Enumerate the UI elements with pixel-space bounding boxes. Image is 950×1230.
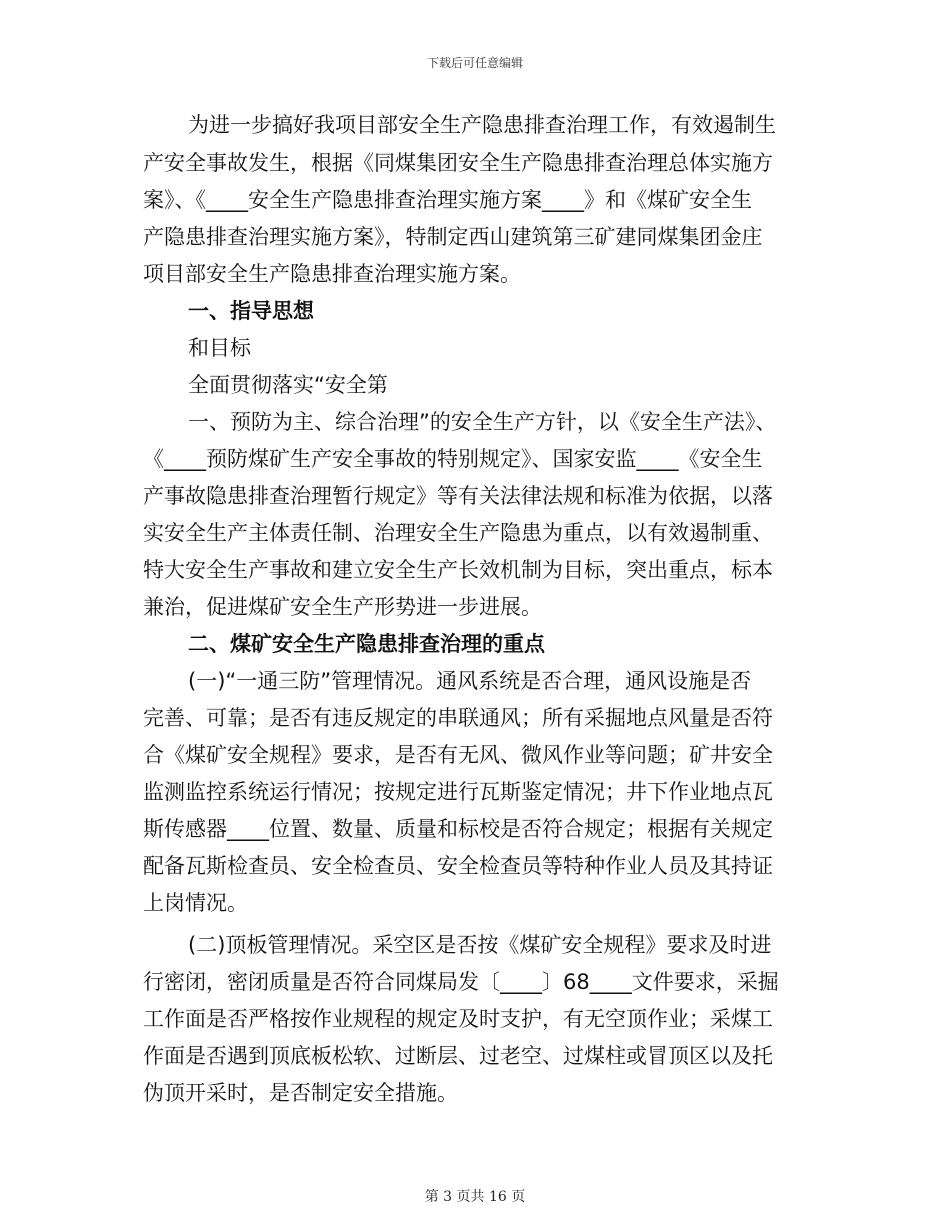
paragraph-line: 为进一步搞好我项目部安全生产隐患排查治理工作，有效遏制生 <box>188 113 776 137</box>
paragraph-line: 监测监控系统运行情况；按规定进行瓦斯鉴定情况；井下作业地点瓦 <box>143 780 773 804</box>
section-heading: 一、指导思想 <box>188 299 314 323</box>
paragraph-line: 上岗情况。 <box>143 891 248 915</box>
paragraph-line: 产事故隐患排查治理暂行规定》等有关法律法规和标准为依据，以落 <box>143 484 773 508</box>
paragraph-line: 和目标 <box>188 336 251 360</box>
section-heading: 二、煤矿安全生产隐患排查治理的重点 <box>188 632 545 656</box>
paragraph-line: (一)“一通三防”管理情况。通风系统是否合理，通风设施是否 <box>188 669 752 693</box>
paragraph-line: 全面贯彻落实“安全第 <box>188 373 388 397</box>
paragraph-line: 案》、《____安全生产隐患排查治理实施方案____》和《煤矿安全生 <box>143 188 752 212</box>
paragraph-line: 实安全生产主体责任制、治理安全生产隐患为重点，以有效遏制重、 <box>143 521 773 545</box>
paragraph-line: (二)顶板管理情况。采空区是否按《煤矿安全规程》要求及时进 <box>188 933 772 957</box>
paragraph-line: 工作面是否严格按作业规程的规定及时支护，有无空顶作业；采煤工 <box>143 1007 773 1031</box>
paragraph-line: 一、预防为主、综合治理”的安全生产方针，以《安全生产法》、 <box>188 410 777 434</box>
paragraph-line: 特大安全生产事故和建立安全生产长效机制为目标，突出重点，标本 <box>143 558 773 582</box>
paragraph-line: 《____预防煤矿生产安全事故的特别规定》、国家安监____《安全生 <box>143 447 763 471</box>
paragraph-line: 配备瓦斯检查员、安全检查员、安全检查员等特种作业人员及其持证 <box>143 854 773 878</box>
paragraph-line: 产安全事故发生，根据《同煤集团安全生产隐患排查治理总体实施方 <box>143 151 773 175</box>
paragraph-line: 合《煤矿安全规程》要求，是否有无风、微风作业等问题；矿井安全 <box>143 743 773 767</box>
page-number: 第 3 页共 16 页 <box>424 1189 526 1205</box>
paragraph-line: 兼治，促进煤矿安全生产形势进一步进展。 <box>143 595 542 619</box>
paragraph-line: 产隐患排查治理实施方案》，特制定西山建筑第三矿建同煤集团金庄 <box>143 225 763 249</box>
page-header: 下载后可任意编辑 <box>426 56 523 70</box>
paragraph-line: 作面是否遇到顶底板松软、过断层、过老空、过煤柱或冒顶区以及托 <box>143 1044 773 1068</box>
paragraph-line: 伪顶开采时，是否制定安全措施。 <box>143 1081 458 1105</box>
paragraph-line: 完善、可靠；是否有违反规定的串联通风；所有采掘地点风量是否符 <box>143 706 773 730</box>
paragraph-line: 项目部安全生产隐患排查治理实施方案。 <box>143 262 521 286</box>
paragraph-line: 斯传感器____位置、数量、质量和标校是否符合规定；根据有关规定 <box>143 817 773 841</box>
paragraph-line: 行密闭，密闭质量是否符合同煤局发〔____〕68____文件要求，采掘 <box>143 970 779 994</box>
